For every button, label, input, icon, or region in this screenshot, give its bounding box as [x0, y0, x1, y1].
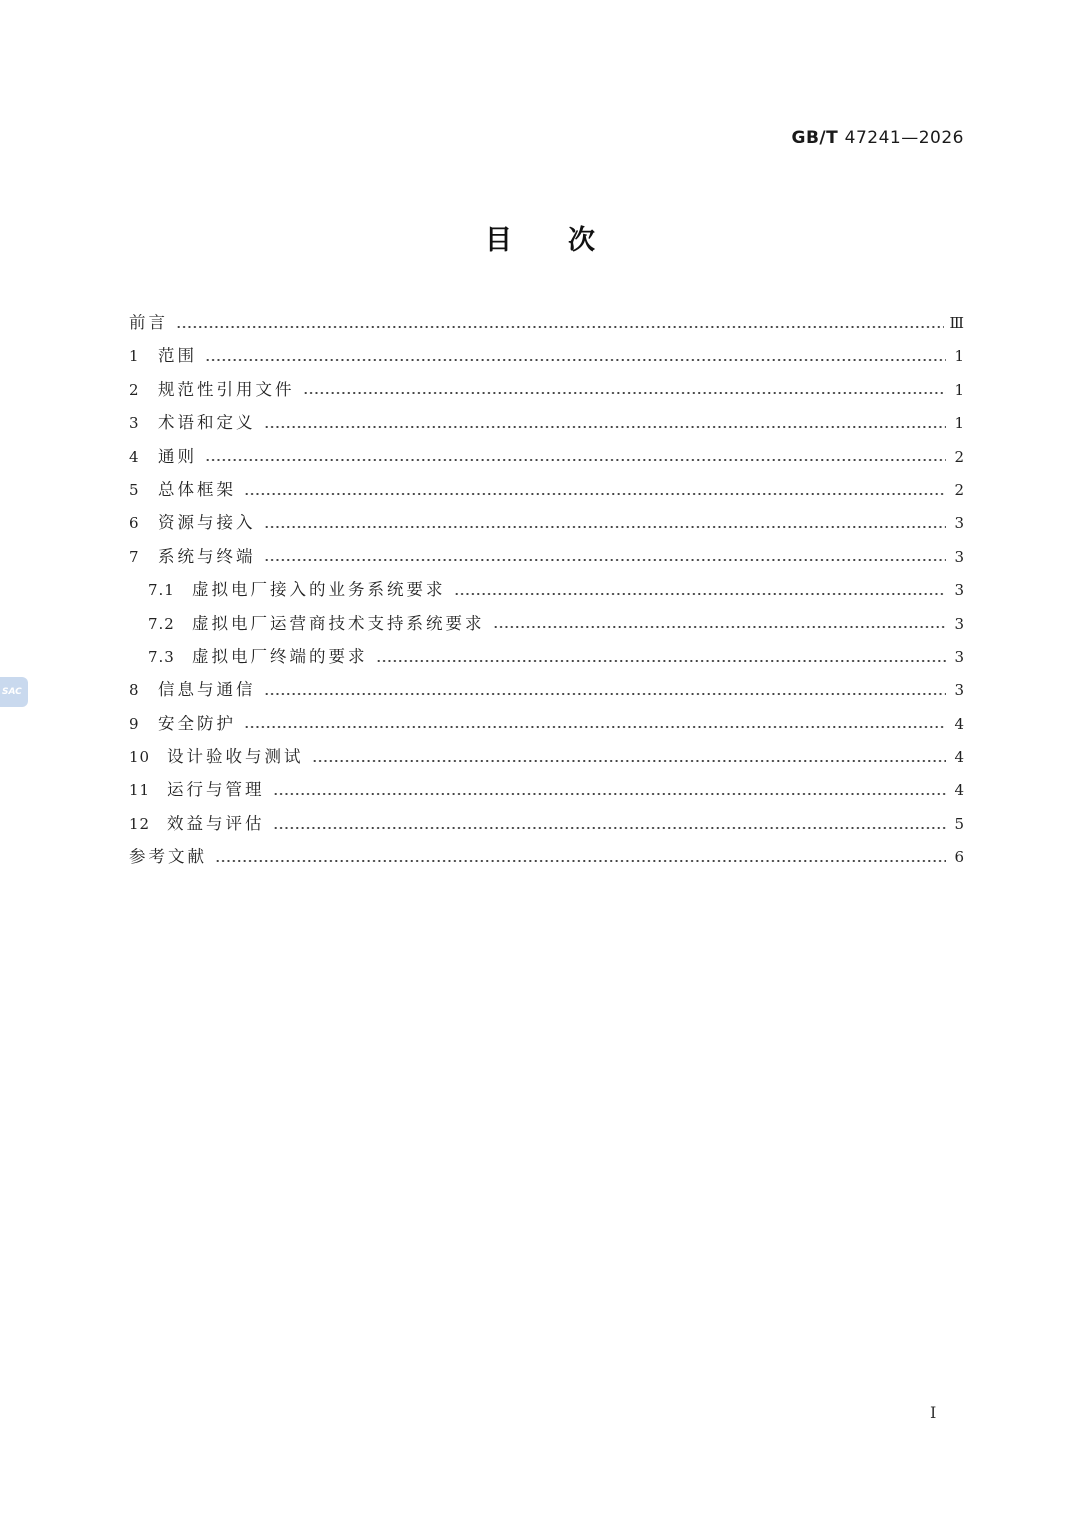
toc-item-resources-access[interactable] [129, 508, 964, 541]
standard-number: 47241—2026 [844, 128, 964, 148]
toc-item-number: 6 [129, 514, 140, 533]
toc-item-label: 前言 [129, 313, 168, 332]
toc-item-page: 1 [954, 414, 964, 433]
toc-item-number: 3 [129, 414, 140, 433]
toc-item-label: 信息与通信 [158, 680, 256, 700]
toc-dot-leader [264, 557, 947, 563]
toc-item-page: 5 [954, 814, 964, 833]
toc-item-label: 规范性引用文件 [158, 379, 295, 399]
toc-item-label: 通则 [158, 446, 197, 466]
page-title: 目次 [485, 225, 651, 256]
toc-item-label: 运行与管理 [167, 780, 265, 800]
toc-item-page: 4 [954, 748, 964, 767]
toc-item-terms-definitions[interactable] [129, 408, 964, 441]
toc-item-info-communication[interactable] [129, 675, 964, 708]
toc-item-page: 4 [954, 781, 964, 800]
standard-code [792, 128, 964, 148]
toc-item-page: 3 [954, 647, 964, 666]
toc-dot-leader [312, 758, 947, 764]
toc-dot-leader [454, 591, 947, 597]
toc-item-page: Ⅲ [949, 314, 964, 332]
toc-item-label: 虚拟电厂终端的要求 [192, 646, 368, 666]
toc-item-number: 7.2 [148, 614, 175, 633]
toc-item-general-rules[interactable] [129, 442, 964, 475]
toc-item-label: 术语和定义 [158, 413, 256, 433]
toc-item-page: 3 [954, 514, 964, 533]
page-number: I [930, 1403, 937, 1422]
toc-item-overall-framework[interactable] [129, 475, 964, 508]
toc-item-number: 5 [129, 480, 140, 499]
toc-item-foreword[interactable] [129, 308, 964, 341]
toc-dot-leader [176, 324, 944, 330]
toc-dot-leader [376, 658, 947, 664]
toc-item-label: 系统与终端 [158, 546, 256, 566]
toc-item-number: 9 [129, 714, 140, 733]
table-of-contents [129, 308, 964, 876]
toc-dot-leader [205, 457, 946, 463]
toc-dot-leader [273, 825, 947, 831]
toc-item-number: 8 [129, 681, 140, 700]
toc-item-label: 虚拟电厂接入的业务系统要求 [192, 580, 446, 600]
toc-item-label: 参考文献 [129, 847, 207, 867]
toc-item-page: 2 [954, 480, 964, 499]
side-watermark-logo: SAC [0, 677, 28, 707]
toc-item-page: 3 [954, 681, 964, 700]
toc-item-page: 4 [954, 714, 964, 733]
toc-item-scope[interactable] [129, 341, 964, 374]
toc-item-page: 3 [954, 614, 964, 633]
toc-subitem-7-3[interactable] [129, 642, 964, 675]
toc-item-normative-references[interactable] [129, 375, 964, 408]
toc-item-page: 1 [954, 347, 964, 366]
toc-dot-leader [264, 424, 947, 430]
toc-dot-leader [264, 691, 947, 697]
toc-dot-leader [264, 524, 947, 530]
toc-item-page: 3 [954, 581, 964, 600]
toc-dot-leader [244, 491, 946, 497]
toc-item-number: 2 [129, 380, 140, 399]
toc-item-page: 3 [954, 547, 964, 566]
toc-dot-leader [215, 858, 946, 864]
toc-item-label: 效益与评估 [167, 813, 265, 833]
toc-item-security-protection[interactable] [129, 709, 964, 742]
toc-item-bibliography[interactable] [129, 842, 964, 875]
toc-item-benefit-evaluation[interactable] [129, 809, 964, 842]
toc-dot-leader [244, 724, 946, 730]
toc-item-label: 资源与接入 [158, 513, 256, 533]
toc-dot-leader [273, 791, 947, 797]
toc-item-operation-management[interactable] [129, 775, 964, 808]
toc-subitem-7-1[interactable] [129, 575, 964, 608]
toc-dot-leader [205, 357, 946, 363]
toc-item-number: 1 [129, 347, 140, 366]
toc-item-number: 7 [129, 547, 140, 566]
toc-item-label: 虚拟电厂运营商技术支持系统要求 [192, 613, 485, 633]
standard-prefix: GB/T [791, 128, 839, 148]
toc-item-systems-terminals[interactable] [129, 542, 964, 575]
toc-dot-leader [493, 624, 947, 630]
toc-item-number: 7.1 [148, 581, 175, 600]
toc-subitem-7-2[interactable] [129, 609, 964, 642]
toc-item-page: 1 [954, 380, 964, 399]
toc-item-label: 范围 [158, 346, 197, 366]
toc-item-design-acceptance-testing[interactable] [129, 742, 964, 775]
toc-item-number: 11 [129, 781, 151, 800]
toc-item-label: 总体框架 [158, 479, 236, 499]
toc-item-number: 4 [129, 447, 140, 466]
toc-item-number: 7.3 [148, 647, 175, 666]
toc-item-page: 6 [954, 848, 964, 867]
toc-dot-leader [303, 390, 947, 396]
toc-item-label: 设计验收与测试 [167, 747, 304, 767]
toc-item-page: 2 [954, 447, 964, 466]
toc-item-number: 12 [129, 814, 151, 833]
toc-item-number: 10 [129, 748, 151, 767]
toc-item-label: 安全防护 [158, 713, 236, 733]
